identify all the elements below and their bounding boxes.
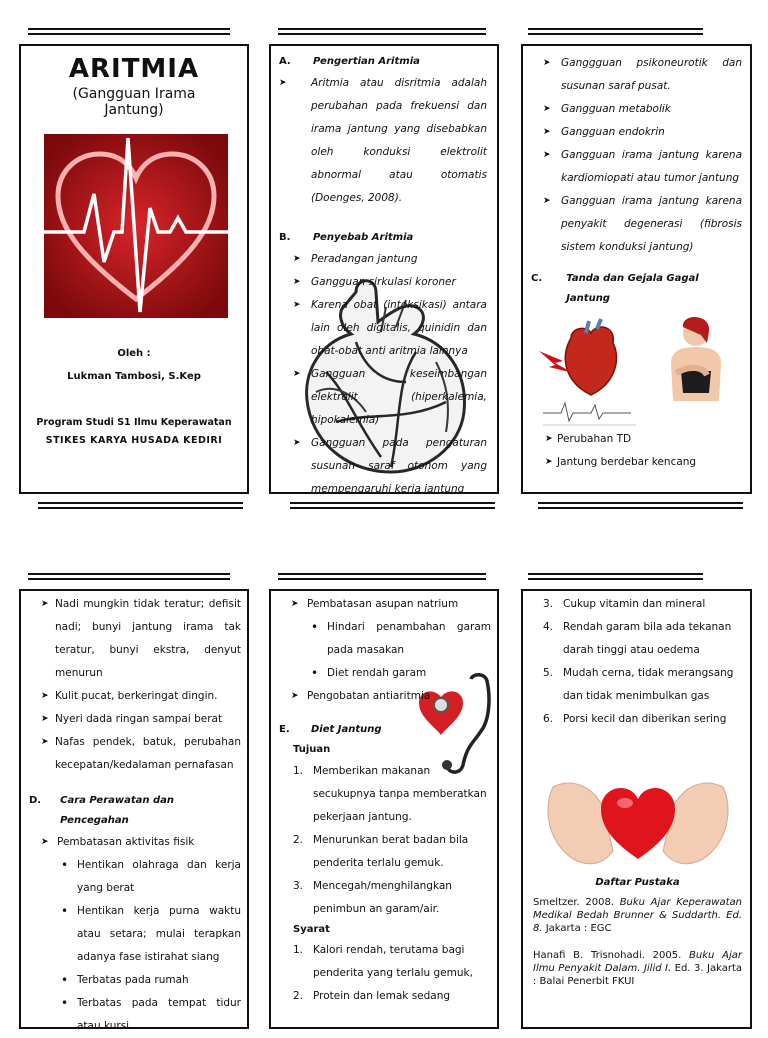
reference-1 [533,896,742,935]
sodium-sublist [279,616,491,685]
list-item: ➤ Pengobatan antiaritmia [291,685,491,708]
heart-pain-illustration [531,313,742,428]
top-rule-3 [528,28,703,36]
author-name: Lukman Tambosi, S.Kep [67,371,201,382]
by-label: Oleh : [117,348,151,359]
section-b-heading [279,228,491,248]
section-d-heading [29,791,241,831]
reference-2-publisher: Ed. 3. Jakarta : Balai Penerbit FKUI [533,963,742,987]
top-rule-4 [28,573,230,581]
sodium-list [279,593,491,616]
list-item: ➤ Nafas pendek, batuk, perubahan kecepatan/kedalaman pernafasan [41,731,241,777]
section-b-title: Penyebab Aritmia [313,232,414,243]
reference-2-title: Buku Ajar Ilmu Penyakit Dalam. Jilid I. [533,950,742,974]
list-item-text: Porsi kecil dan diberikan sering [563,713,727,725]
list-item: 1. Kalori rendah, terutama bagi penderita yang terlalu gemuk, [293,944,473,979]
list-item: ➤ Nyeri dada ringan sampai berat [41,708,241,731]
diet-bibliography-panel [521,589,752,1029]
section-e-heading [279,720,491,740]
list-item: ➤ Gangguan sirkulasi koroner [293,271,487,294]
section-e-letter: E. [279,724,290,735]
bottom-rule-1 [38,502,243,510]
reference-2-author: Hanafi B. Trisnohadi. 2005. [533,950,682,961]
list-item: ➤ Gangguan pada pengaturan susunan saraf otonom yang mempengaruhi kerja jantung [293,432,487,501]
list-item-text: Rendah garam bila ada tekanan darah tinggi atau oedema [563,621,732,656]
hands-holding-heart-image [533,747,742,875]
requirements-continued-list [533,593,742,731]
list-item-number: 6. [543,713,554,725]
top-rule-5 [278,573,486,581]
heart-ekg-image [44,134,228,318]
list-item: 1. Memberikan makanan secukupnya tanpa memberatkan pekerjaan jantung. [293,765,487,823]
list-item-text: Cukup vitamin dan mineral [563,598,706,610]
section-a-heading [279,52,491,72]
list-item: ➤ Perubahan TD [545,428,742,451]
list-item [543,616,742,662]
section-c-title: Tanda dan Gejala Gagal Jantung [566,273,699,304]
list-item-number: 3. [543,598,554,610]
bibliography-title: Daftar Pustaka [595,877,680,888]
section-a-title: Pengertian Aritmia [313,56,420,67]
diet-panel [269,589,499,1029]
requirements-list [279,939,491,1008]
list-item: 2. Protein dan lemak sedang [293,990,451,1002]
causes-continued-list [531,52,742,259]
list-item [543,662,742,708]
section-a-letter: A. [279,56,291,67]
list-item: • Hentikan olahraga dan kerja yang berat [57,854,241,900]
list-item: ➤ Nadi mungkin tidak teratur; defisit nadi; bunyi jantung irama tak teratur, bunyi ekstra, denyut menurun [41,593,241,685]
list-item: • Terbatas pada rumah [57,969,241,992]
care-list [29,831,241,854]
institution: STIKES KARYA HUSADA KEDIRI [45,435,223,446]
bottom-rule-3 [538,502,743,510]
goal-label: Tujuan [293,744,331,755]
list-item: • Hentikan kerja purna waktu atau setara; mulai terapkan adanya fase istirahat siang [57,900,241,969]
list-item-text: Menurunkan berat badan bila penderita terlalu gemuk. [313,834,469,869]
signs-list [531,428,742,474]
signs-continued-list [29,593,241,777]
section-d-letter: D. [29,795,42,806]
list-item-text: Protein dan lemak sedang [313,990,451,1002]
reference-2 [533,949,742,988]
list-item: ➤ Gangguan irama jantung karena penyakit degenerasi (fibrosis sistem konduksi jantung) [543,190,742,259]
definition-text [279,72,491,210]
list-item: ➤ Gangguan endokrin [543,121,742,144]
list-item: ➤ Ganggguan psikoneurotik dan susunan saraf pusat. [543,52,742,98]
list-item: ➤ Pembatasan asupan natrium [291,593,491,616]
list-item: ➤ Peradangan jantung [293,248,487,271]
section-b-letter: B. [279,232,291,243]
list-item: • Diet rendah garam [307,662,491,685]
signs-care-panel [19,589,249,1032]
list-item: ➤ Gangguan irama jantung karena kardiomiopati atau tumor jantung [543,144,742,190]
list-item: ➤ Gangguan metabolik [543,98,742,121]
list-item-text: Kalori rendah, terutama bagi penderita yang terlalu gemuk, [313,944,473,979]
list-item: ➤ Karena obat (intoksikasi) antara lain oleh digitalis, quinidin dan obat-obat anti aritmia lainnya [293,294,487,363]
goals-list [279,760,491,921]
list-item-number: 5. [543,667,554,679]
list-item: 2. Menurunkan berat badan bila penderita terlalu gemuk. [293,834,469,869]
activity-sublist [29,854,241,1038]
treatment-list [279,685,491,708]
list-item [543,708,742,731]
reference-1-author: Smeltzer. 2008. [533,897,615,908]
definition-body: Aritmia atau disritmia adalah perubahan pada frekuensi dan irama jantung yang disebabkan oleh konduksi elektrolit abnormal atau otomatis (Doenges, 2008). [311,77,487,204]
causes-signs-panel [521,44,752,494]
section-c-letter: C. [531,273,543,284]
reference-1-publisher: Jakarta : EGC [545,923,612,934]
cover-subtitle: (Gangguan Irama Jantung) [72,86,196,118]
cover-panel [19,44,249,494]
list-item: 3. Mencegah/menghilangkan penimbun an garam/air. [293,880,452,915]
list-item: ➤ Kulit pucat, berkeringat dingin. [41,685,241,708]
top-rule-6 [528,573,703,581]
study-program: Program Studi S1 Ilmu Keperawatan [36,417,232,428]
list-item-text: Mudah cerna, tidak merangsang dan tidak menimbulkan gas [563,667,734,702]
section-e-title: Diet Jantung [311,724,382,735]
cover-title: ARITMIA [68,54,200,84]
list-item: • Hindari penambahan garam pada masakan [307,616,491,662]
top-rule-1 [28,28,230,36]
list-item-number: 4. [543,621,554,633]
causes-list [279,248,491,501]
requirements-label: Syarat [293,924,330,935]
list-item: ➤ Pembatasan aktivitas fisik [41,831,241,854]
section-d-title: Cara Perawatan dan Pencegahan [60,795,175,826]
list-item-text: Mencegah/menghilangkan penimbun an garam/air. [313,880,452,915]
bottom-rule-2 [290,502,495,510]
list-item-text: Memberikan makanan secukupnya tanpa memberatkan pekerjaan jantung. [313,765,487,823]
list-item: ➤ Gangguan keseimbangan elektrolit (hiperkalemia, hipokalemia) [293,363,487,432]
list-item: ➤ Jantung berdebar kencang [545,451,742,474]
list-item [543,593,742,616]
definition-panel [269,44,499,494]
top-rule-2 [278,28,486,36]
reference-1-title: Buku Ajar Keperawatan Medikal Bedah Brunner & Suddarth. Ed. 8. [533,897,742,934]
section-c-heading [531,269,742,309]
list-item: • Terbatas pada tempat tidur atau kursi [57,992,241,1038]
